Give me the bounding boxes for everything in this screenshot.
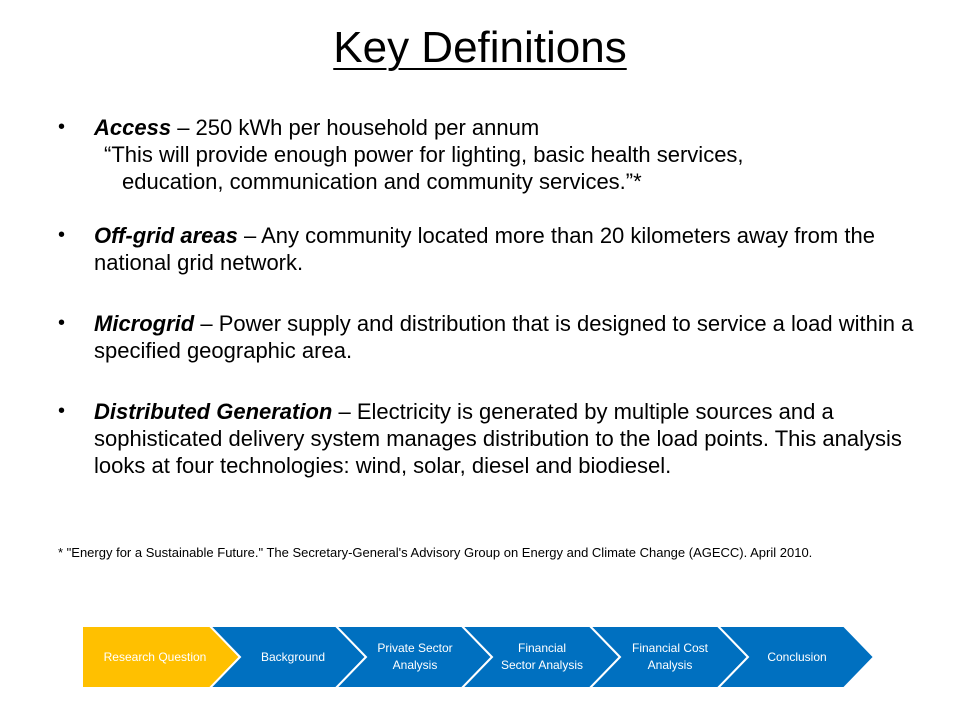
bullet-dot: • [58, 224, 66, 246]
definition-term: Off-grid areas [94, 223, 238, 248]
definition-access [58, 114, 918, 141]
step-label-conclusion[interactable]: Conclusion [767, 649, 827, 664]
step-label-background[interactable]: Background [260, 649, 326, 664]
step-label-financial-cost-analysis[interactable]: Financial Cost Analysis [631, 641, 709, 672]
definition-text: – Electricity is generated by multiple sources and a sophisticated delivery system manages distribution to the load points. This analysis looks at four technologies: wind, solar, diesel and biodiesel. [94, 399, 902, 478]
process-navigation [82, 626, 874, 688]
bullet-dot: • [58, 312, 66, 334]
bullet-dot: • [58, 400, 66, 422]
definition-text: – 250 kWh per household per annum [171, 115, 540, 140]
bullet-dot: • [58, 116, 66, 138]
access-quote: “This will provide enough power for lighting, basic health services, education, communication and community services.”* [104, 142, 744, 194]
definition-text: – Power supply and distribution that is designed to service a load within a specified geographic area. [94, 311, 914, 363]
definitions-list [58, 114, 918, 479]
step-label-research-question[interactable]: Research Question [103, 649, 207, 664]
definition-microgrid [58, 310, 918, 364]
definition-term: Distributed Generation [94, 399, 333, 424]
definition-off-grid [58, 222, 918, 276]
step-label-financial-sector-analysis[interactable]: Financial Sector Analysis [500, 641, 584, 672]
definition-term: Microgrid [94, 311, 195, 336]
definition-distributed-generation [58, 398, 918, 479]
definition-term: Access [94, 115, 172, 140]
slide-title: Key Definitions [333, 23, 627, 72]
citation-footnote: * "Energy for a Sustainable Future." The Secretary-General's Advisory Group on Energy and Climate Change (AGECC). April 2010. [58, 545, 813, 560]
step-label-private-sector-analysis[interactable]: Private Sector Analysis [377, 641, 453, 672]
definition-text: – Any community located more than 20 kilometers away from the national grid network. [94, 223, 875, 275]
